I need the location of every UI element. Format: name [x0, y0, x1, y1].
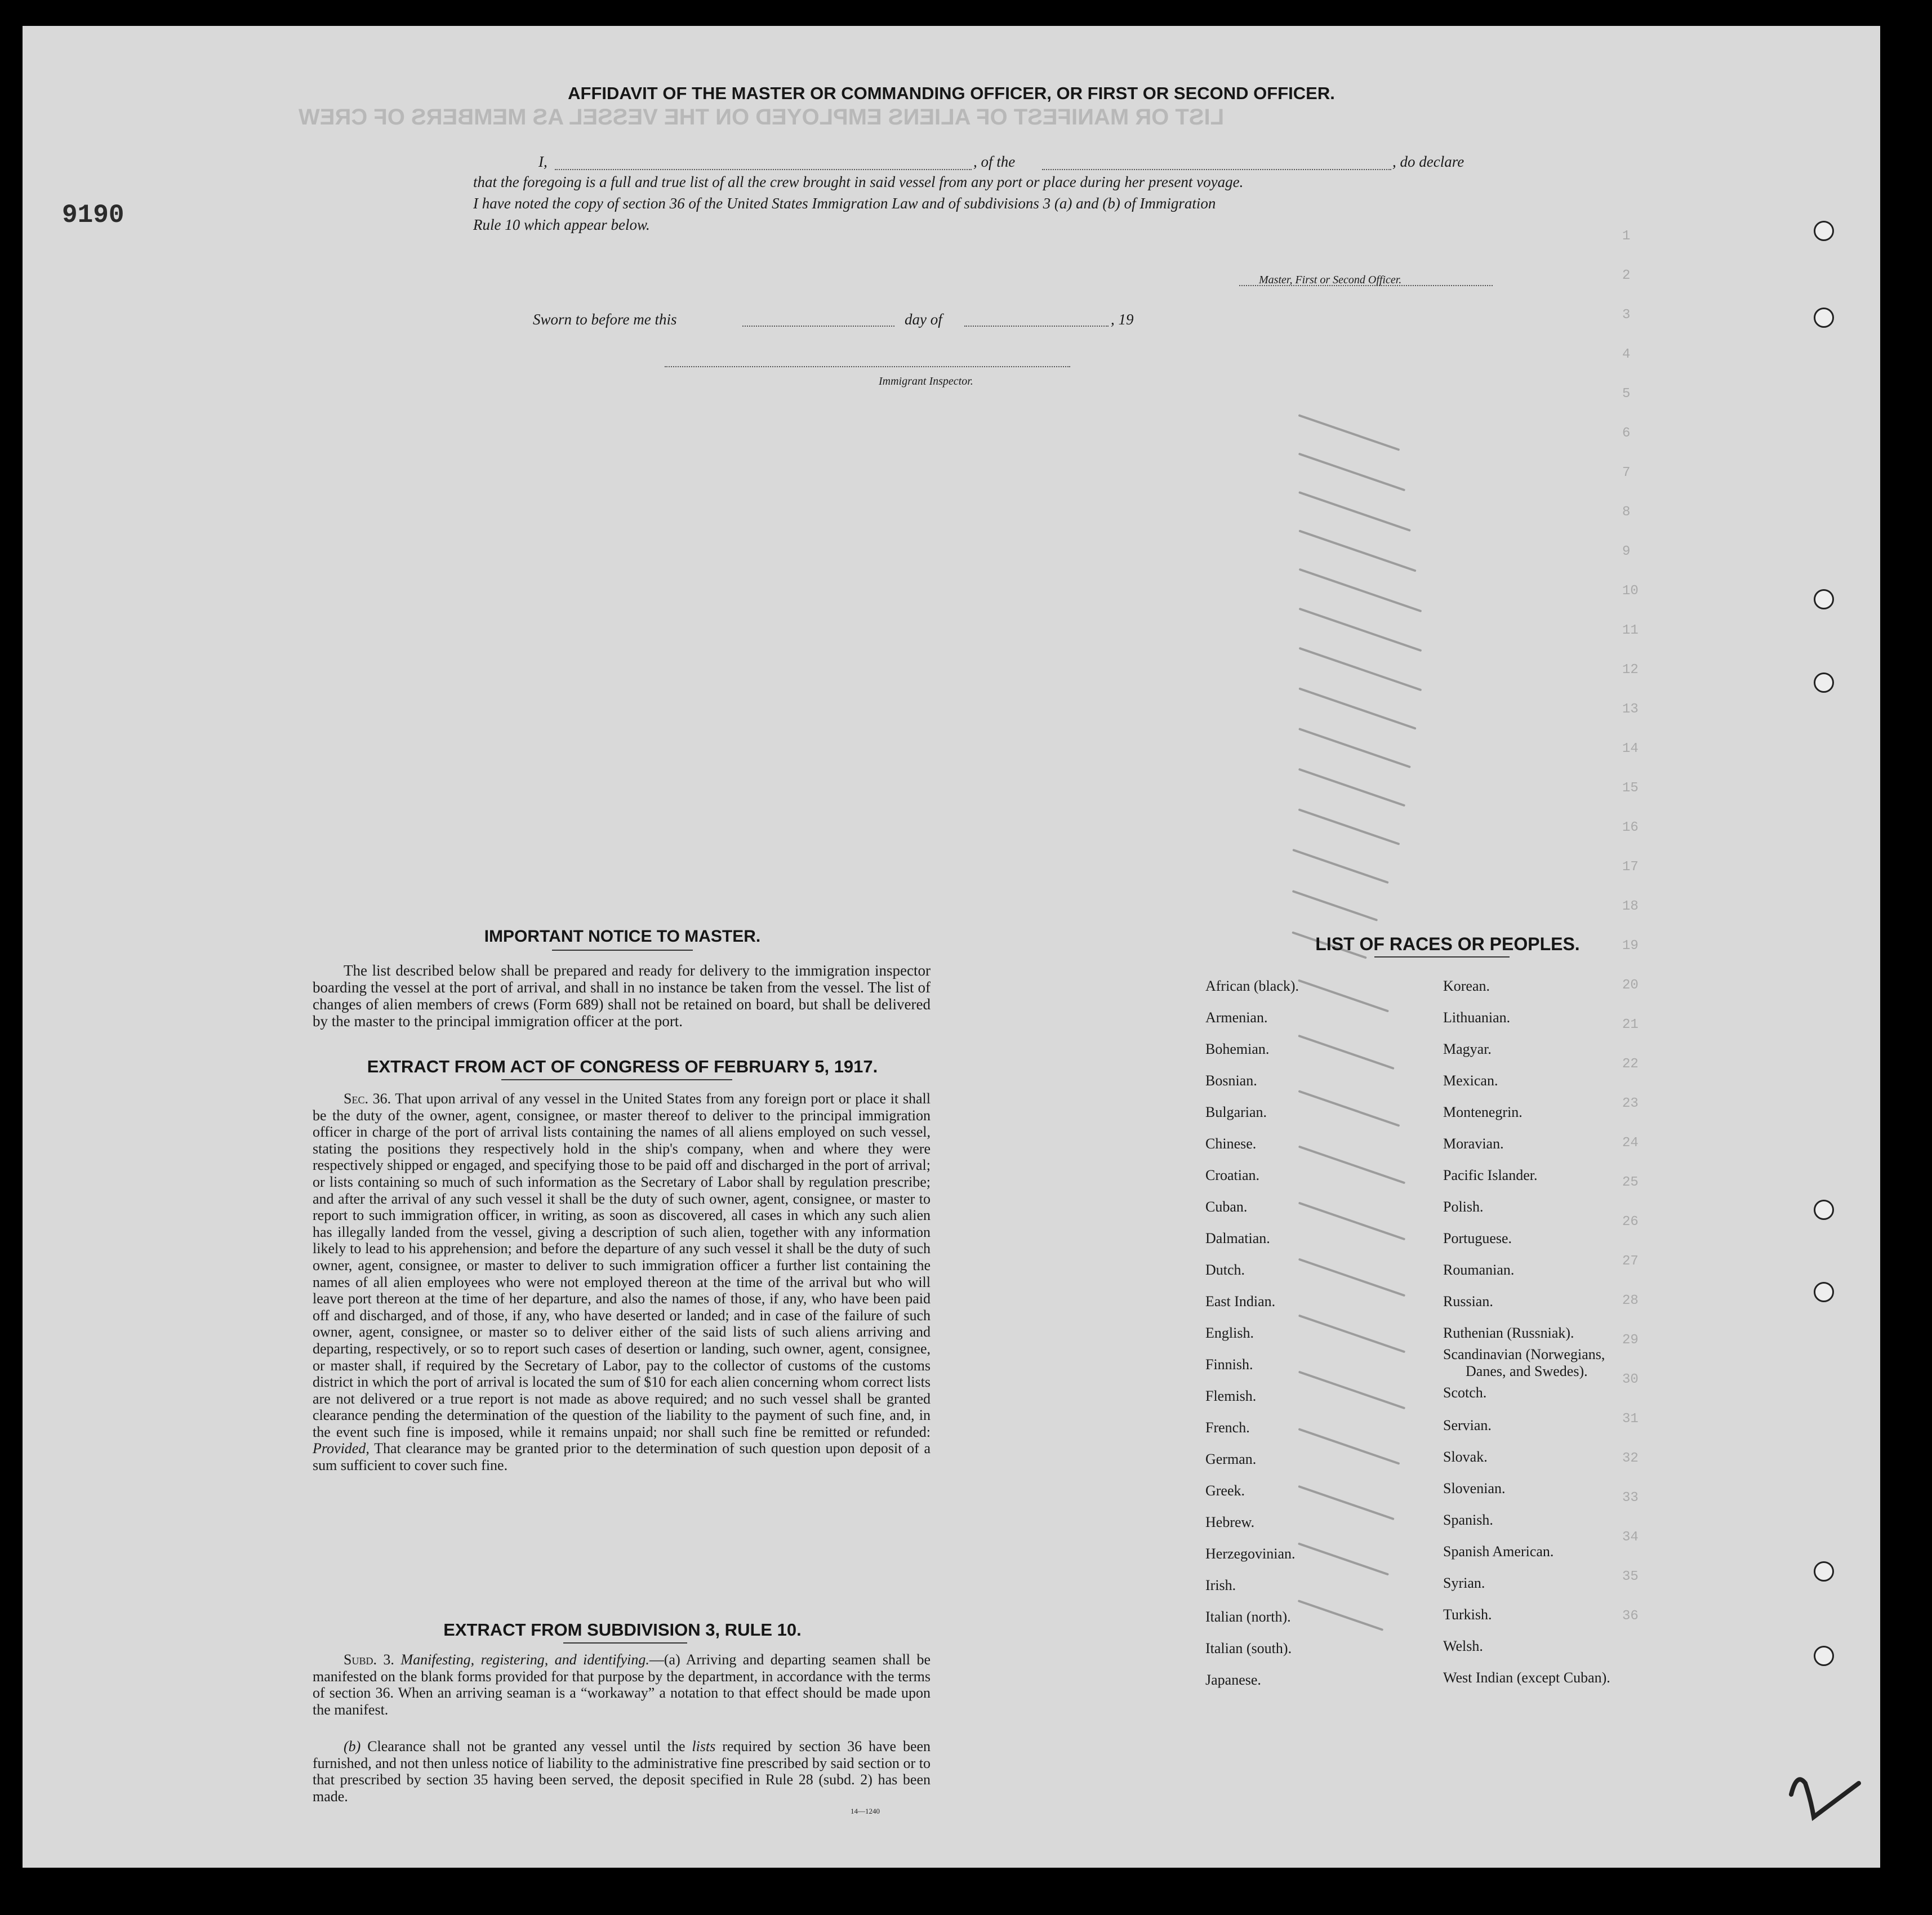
- binding-hole: [1814, 673, 1834, 693]
- sworn-label: Sworn to before me this: [533, 311, 677, 328]
- race-item: Slovenian.: [1443, 1480, 1506, 1497]
- pencil-check-mark: [1780, 1761, 1864, 1834]
- act-sec-body: That upon arrival of any vessel in the United States from any foreign port or place it shall be the duty of the owner, agent, consignee, or master thereof to deliver to the principal immigration officer in charge of the port of arrival lists containing the names of all aliens employed on such vessel, stating the positions they respectively hold in the ship's company, when and where they were respectively shipped or engaged, and specifying those to be paid off and discharged in the port of arrival; or lists containing so much of such information as the Secretary of Labor shall by regulation prescribe; and after the arrival of any such vessel it shall be the duty of such owner, agent, consignee, or master to report to such immigration officer, in writing, as soon as discovered, all cases in which any such alien has illegally landed from the vessel, giving a description of such alien, together with any information likely to lead to his apprehension; and before the departure of any such vessel it shall be the duty of such owner, agent, consignee, or master to deliver to such immigration officer a further list containing the names of all alien employees who were not employed thereon at the time of the arrival but who will leave port thereon at the time of her departure, and also the names of those, if any, who have been paid off and discharged, and of those, if any, who have deserted or landed; and in case of the failure of such owner, agent, consignee, or master so to deliver either of the said lists of such aliens arriving and departing, respectively, or so to report such cases of desertion or landing, such owner, agent, consignee, or master shall, if required by the Secretary of Labor, pay to the collector of customs of the customs district in which the port of arrival is located the sum of $10 for each alien concerning whom correct lists are not delivered or a true report is not made as above required; and no such vessel shall be granted clearance pending the determination of the question of the liability to the payment of such fine, and, in the event such fine is imposed, while it remains unpaid; nor shall such fine be remitted or refunded:: [313, 1090, 931, 1440]
- act-sec-body-end: That clearance may be granted prior to the determination of such question upon deposit of a sum sufficient to cover such fine.: [313, 1440, 931, 1474]
- rule-b-lists: lists: [692, 1738, 716, 1754]
- document-sheet: LIST OR MANIFEST OF ALIENS EMPLOYED ON THE VESSEL AS MEMBERS OF CREW 1 2 3 4 5 6 7 8 9 10 11 12 13 14 15 16 17 18 19 20 21 22 23 24 25 26 27 28 29 30 31 32 33 34 35 36 9190 AFFIDAVIT OF THE MASTER OR COMMANDING OFFICER, OR FIRST OR SECOND OFFICER. I, , of the , do declare that the foregoing is a full and true list of all the crew brought in said vessel from any port or place during her present voyage. I have noted the copy of section 36 of the United States Immigration Law and of subdivisions 3 (a) and (b) of Immigration Rule 10 which appear below. Master, First or Second Officer. Sworn to before me this day of , 19 Immigrant Inspector. IMPORTANT NOTICE TO MASTER. The list described below shall be prepared and ready for delivery to the immigration inspector boarding the vessel at the port of arrival, and shall in no instance be taken from the vessel. The list of changes of alien members of crews (Form 689) shall not be retained on board, but shall be delivered by the master to the principal immigration officer at the port. EXTRACT FROM ACT OF CONGRESS OF FEBRUARY 5, 1917. Sec. 36. That upon arrival of any vessel in the United States from any foreign port or place it shall be the duty of the owner, agent, consignee, or master thereof to deliver to the principal immigration officer in charge of the port of arrival lists containing the names of all aliens employed on such vessel, stating the positions they respectively hold in the ship's company, when and where they were respectively shipped or engaged, and specifying those to be paid off and discharged in the port of arrival; or lists containing so much of such information as the Secretary of Labor shall by regulation prescribe; and after the arrival of any such vessel it shall be the duty of such owner, agent, consignee, or master to report to such immigration officer, in writing, as soon as discovered, all cases in which any such alien has illegally landed from the vessel, giving a description of such alien, together with any information likely to lead to his apprehension; and before the departure of any such vessel it shall be the duty of such owner, agent, consignee, or master to deliver to such immigration officer a further list containing the names of all alien employees who were not employed thereon at the time of the arrival but who will leave port thereon at the time of her departure, and also the names of those, if any, who have been paid off and discharged, and of those, if any, who have deserted or landed; and in case of the failure of such owner, agent, consignee, or master so to deliver either of the said lists of such aliens arriving and departing, respectively, or so to report such cases of desertion or landing, such owner, agent, consignee, or master shall, if required by the Secretary of Labor, pay to the collector of customs of the customs district in which the port of arrival is located the sum of $10 for each alien concerning whom correct lists are not delivered or a true report is not made as above required; and no such vessel shall be granted clearance pending the determination of the question of the liability to the payment of such fine, and, in the event such fine is imposed, while it remains unpaid; nor shall such fine be remitted or refunded: Provided, That clearance may be granted prior to the determination of such question upon deposit of a sum sufficient to cover such fine. EXTRACT FROM SUBDIVISION 3, RULE 10. Subd. 3. Manifesting, registering, and identifying.—(a) Arriving and departing seamen shall be manifested on the blank forms provided for that purpose by the department, in accordance with the terms of section 36. When an arriving seaman is a “workaway” a notation to that effect should be made upon the manifest. (b) Clearance shall not be granted any vessel until the lists required by section 36 have been furnished, and not then unless notice of liability to the administrative fine prescribed by said section or to that prescribed by section 35 having been served, the deposit specified in Rule 28 (subd. 2) has been made. 14—1240 LIST OF RACES OR PEOPLES. African (black). Armenian. Bohemian. Bosnian. Bulgarian. Chinese. Croatian. Cuban. Dalmatian. Dutch. East Indian. English. Finnish. Flemish. French. German. Greek. Hebrew. Herzegovinian. Irish. Italian (north). Italian (south). Japanese. Korean. Lithuanian. Magyar. Mexican. Montenegrin. Moravian. Pacific Islander. Polish. Portuguese. Roumanian. Russian. Ruthenian (Russniak). Scandinavian (Norwegians, Danes, and Swedes). Scotch. Servian. Slovak. Slovenian. Spanish. Spanish American. Syrian. Turkish. Welsh. West Indian (except Cuban).: [23, 26, 1880, 1868]
- notice-title: IMPORTANT NOTICE TO MASTER.: [484, 927, 761, 946]
- affidavit-line-4: Rule 10 which appear below.: [473, 216, 650, 233]
- rule-subd-b: [313, 1738, 931, 1805]
- inspector-caption: Immigrant Inspector.: [879, 375, 973, 388]
- race-item: German.: [1205, 1451, 1257, 1467]
- race-item: Italian (south).: [1205, 1640, 1292, 1656]
- master-name-field[interactable]: [555, 169, 972, 170]
- race-item: Polish.: [1443, 1199, 1484, 1215]
- binding-hole: [1814, 589, 1834, 609]
- race-item: Turkish.: [1443, 1606, 1492, 1623]
- race-item: Syrian.: [1443, 1575, 1485, 1591]
- vessel-name-field[interactable]: [1042, 169, 1391, 170]
- rule-b-label: (b): [344, 1738, 361, 1754]
- race-item: Dalmatian.: [1205, 1230, 1270, 1246]
- race-item: West Indian (except Cuban).: [1443, 1669, 1610, 1686]
- sworn-year-label: , 19: [1111, 311, 1134, 328]
- race-item: Spanish American.: [1443, 1543, 1554, 1560]
- act-sec-label: Sec. 36.: [344, 1090, 391, 1107]
- rule-subd-a: [313, 1651, 931, 1718]
- race-item: Russian.: [1443, 1293, 1493, 1310]
- race-item: Slovak.: [1443, 1449, 1488, 1465]
- inspector-signature-field[interactable]: [665, 366, 1070, 367]
- race-item: Ruthenian (Russniak).: [1443, 1325, 1574, 1341]
- race-item: Bosnian.: [1205, 1072, 1257, 1089]
- race-item: African (black).: [1205, 978, 1299, 994]
- race-item: Bulgarian.: [1205, 1104, 1267, 1120]
- race-item: Greek.: [1205, 1482, 1245, 1499]
- race-item: Dutch.: [1205, 1262, 1245, 1278]
- race-item: Pacific Islander.: [1443, 1167, 1538, 1183]
- race-item: Scotch.: [1443, 1384, 1487, 1401]
- race-item: Italian (north).: [1205, 1609, 1291, 1625]
- margin-stamp-number: 9190: [62, 201, 124, 230]
- race-item: French.: [1205, 1419, 1250, 1436]
- master-signature-caption: Master, First or Second Officer.: [1259, 274, 1402, 286]
- race-item: East Indian.: [1205, 1293, 1276, 1310]
- race-item: Irish.: [1205, 1577, 1236, 1593]
- race-item: Korean.: [1443, 978, 1490, 994]
- rule-b-text2: required by section 36 have been furnished, and not then unless notice of liability to the administrative fine prescribed by said section or to that prescribed by section 35 having been served, the deposit specified in Rule 28 (subd. 2) has been made.: [313, 1738, 931, 1805]
- sworn-month-field[interactable]: [964, 326, 1109, 327]
- race-item: Finnish.: [1205, 1356, 1253, 1373]
- race-item: Croatian.: [1205, 1167, 1260, 1183]
- sworn-day-field[interactable]: [742, 326, 894, 327]
- rule-b-text1: Clearance shall not be granted any vessel until the: [367, 1738, 685, 1754]
- race-item: Cuban.: [1205, 1199, 1248, 1215]
- form-number: 14—1240: [851, 1807, 880, 1815]
- race-item: English.: [1205, 1325, 1254, 1341]
- binding-hole: [1814, 1646, 1834, 1666]
- binding-hole: [1814, 1561, 1834, 1582]
- race-item: Roumanian.: [1443, 1262, 1515, 1278]
- binding-hole: [1814, 1282, 1834, 1302]
- race-item: Japanese.: [1205, 1672, 1261, 1688]
- race-item: Moravian.: [1443, 1135, 1504, 1152]
- act-section-36: [313, 1090, 931, 1474]
- race-item: Armenian.: [1205, 1009, 1268, 1026]
- rule-subd-heading: Manifesting, registering, and identifying.: [400, 1651, 649, 1668]
- binding-hole: [1814, 1200, 1834, 1220]
- affidavit-title: AFFIDAVIT OF THE MASTER OR COMMANDING OFFICER, OR FIRST OR SECOND OFFICER.: [568, 83, 1335, 103]
- act-title-rule: [501, 1079, 732, 1080]
- race-item: Welsh.: [1443, 1638, 1483, 1654]
- race-item: Flemish.: [1205, 1388, 1257, 1404]
- rule-subd-a-text: —(a) Arriving and departing seamen shall be manifested on the blank forms provided for that purpose by the department, in accordance with the terms of section 36. When an arriving seaman is a “workaway” a notation to that effect should be made upon the manifest.: [313, 1651, 931, 1718]
- rule-subd-label: Subd. 3.: [344, 1651, 394, 1668]
- binding-hole: [1814, 221, 1834, 241]
- affidavit-line-2: that the foregoing is a full and true list of all the crew brought in said vessel from any port or place during her present voyage.: [473, 173, 1244, 190]
- race-item: Scandinavian (Norwegians,: [1443, 1346, 1605, 1362]
- race-item: Herzegovinian.: [1205, 1546, 1296, 1562]
- binding-hole: [1814, 308, 1834, 328]
- race-item: Mexican.: [1443, 1072, 1498, 1089]
- race-item: Hebrew.: [1205, 1514, 1255, 1530]
- race-item: Montenegrin.: [1443, 1104, 1523, 1120]
- rule-title: EXTRACT FROM SUBDIVISION 3, RULE 10.: [443, 1620, 802, 1640]
- race-item: Chinese.: [1205, 1135, 1257, 1152]
- race-item: Servian.: [1443, 1417, 1492, 1433]
- affidavit-declare-label: , do declare: [1392, 153, 1464, 170]
- notice-title-rule: [552, 950, 693, 951]
- day-of-label: day of: [905, 311, 942, 328]
- races-title-rule: [1374, 956, 1510, 958]
- affidavit-i-label: I,: [538, 153, 547, 170]
- race-item: Bohemian.: [1205, 1041, 1270, 1057]
- rule-title-rule: [563, 1642, 687, 1644]
- act-title: EXTRACT FROM ACT OF CONGRESS OF FEBRUARY 5, 1917.: [367, 1057, 878, 1076]
- race-item: Spanish.: [1443, 1512, 1493, 1528]
- race-item: Portuguese.: [1443, 1230, 1512, 1246]
- race-item: Magyar.: [1443, 1041, 1492, 1057]
- race-item-continued: Danes, and Swedes).: [1466, 1363, 1588, 1379]
- affidavit-of-the-label: , of the: [973, 153, 1016, 170]
- races-title: LIST OF RACES OR PEOPLES.: [1315, 934, 1580, 954]
- act-provided: Provided,: [313, 1440, 370, 1457]
- race-item: Lithuanian.: [1443, 1009, 1511, 1026]
- notice-body: The list described below shall be prepared and ready for delivery to the immigration inspector boarding the vessel at the port of arrival, and shall in no instance be taken from the vessel. The list of changes of alien members of crews (Form 689) shall not be retained on board, but shall be delivered by the master to the principal immigration officer at the port.: [313, 962, 931, 1030]
- affidavit-line-3: I have noted the copy of section 36 of the United States Immigration Law and of subdivisions 3 (a) and (b) of Immigration: [473, 195, 1216, 212]
